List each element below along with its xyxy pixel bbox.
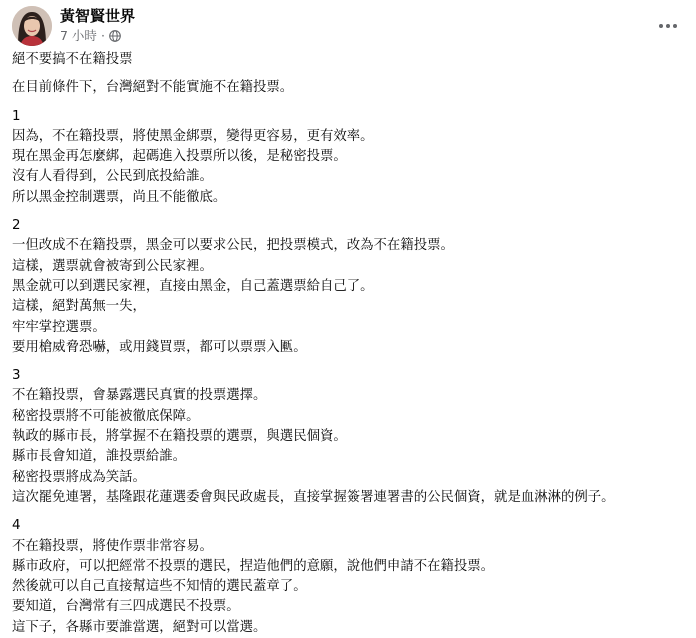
post-text-line: 秘密投票將成為笑話。 xyxy=(12,469,146,485)
post-text-line: 黑金就可以到選民家裡，直接由黑金，自己蓋選票給自己了。 xyxy=(12,278,374,294)
post-text-line: 沒有人看得到，公民到底投給誰。 xyxy=(12,169,213,185)
post-text-line: 現在黑金再怎麼綁，起碼進入投票所以後，是秘密投票。 xyxy=(12,149,347,165)
post-meta xyxy=(60,27,135,45)
post-text-line: 絕不要搞不在籍投票 xyxy=(12,52,133,67)
post-text-line: 然後就可以自己直接幫這些不知情的選民蓋章了。 xyxy=(12,579,307,595)
post-text-line: 在目前條件下，台灣絕對不能實施不在籍投票。 xyxy=(12,80,294,96)
post-text-line: 縣市長會知道，誰投票給誰。 xyxy=(12,449,187,465)
globe-icon[interactable] xyxy=(109,30,121,42)
post-text-line: 這樣，選票就會被寄到公民家裡。 xyxy=(12,258,213,274)
post-text-line: 一但改成不在籍投票，黑金可以要求公民，把投票模式，改為不在籍投票。 xyxy=(12,238,454,254)
post-text-line: 這次罷免連署，基隆跟花蓮選委會與民政處長，直接掌握簽署連署書的公民個資，就是血淋淋的例子。 xyxy=(12,489,615,505)
meta-separator: · xyxy=(100,28,105,43)
author-name[interactable]: 黃智賢世界 xyxy=(60,7,136,25)
post-text-line: 要用槍威脅恐嚇，或用錢買票，都可以票票入匭。 xyxy=(12,339,307,355)
post-paragraph xyxy=(12,78,684,98)
post-text-line: 牢牢掌控選票。 xyxy=(12,319,106,335)
post-text-line: 要知道，台灣常有三四成選民不投票。 xyxy=(12,599,240,615)
post-body xyxy=(12,50,684,638)
post-paragraph xyxy=(12,107,684,208)
post-paragraph xyxy=(12,366,684,508)
post-paragraph xyxy=(12,516,684,638)
post-text-line: 不在籍投票，會暴露選民真實的投票選擇。 xyxy=(12,388,267,404)
post-text-line: 所以黑金控制選票，尚且不能徹底。 xyxy=(12,189,227,205)
post-paragraph xyxy=(12,216,684,358)
post-text-line: 不在籍投票，將使作票非常容易。 xyxy=(12,538,213,554)
avatar-portrait xyxy=(12,6,52,46)
post-text-line: 1 xyxy=(12,108,21,124)
post-text-line: 3 xyxy=(12,368,21,384)
post-timestamp[interactable]: 7 小時 xyxy=(60,28,97,43)
post-text-line: 執政的縣市長，將掌握不在籍投票的選票，與選民個資。 xyxy=(12,429,347,445)
post-header xyxy=(12,6,684,50)
post-text-line: 這下子，各縣市要誰當選，絕對可以當選。 xyxy=(12,619,267,635)
post-text-line: 因為，不在籍投票，將使黑金綁票，變得更容易，更有效率。 xyxy=(12,128,374,144)
post-text-line: 這樣，絕對萬無一失， xyxy=(12,299,146,315)
post-text-line: 縣市政府，可以把經常不投票的選民，捏造他們的意願，說他們申請不在籍投票。 xyxy=(12,558,495,574)
post-text-line: 秘密投票將不可能被徹底保障。 xyxy=(12,408,200,424)
post-text-line: 2 xyxy=(12,218,21,234)
author-info xyxy=(60,6,135,45)
author-avatar[interactable] xyxy=(12,6,52,46)
post-paragraph xyxy=(12,50,684,70)
more-options-button[interactable] xyxy=(652,10,684,42)
post-text-line: 4 xyxy=(12,518,21,534)
more-horizontal-icon xyxy=(658,23,678,29)
